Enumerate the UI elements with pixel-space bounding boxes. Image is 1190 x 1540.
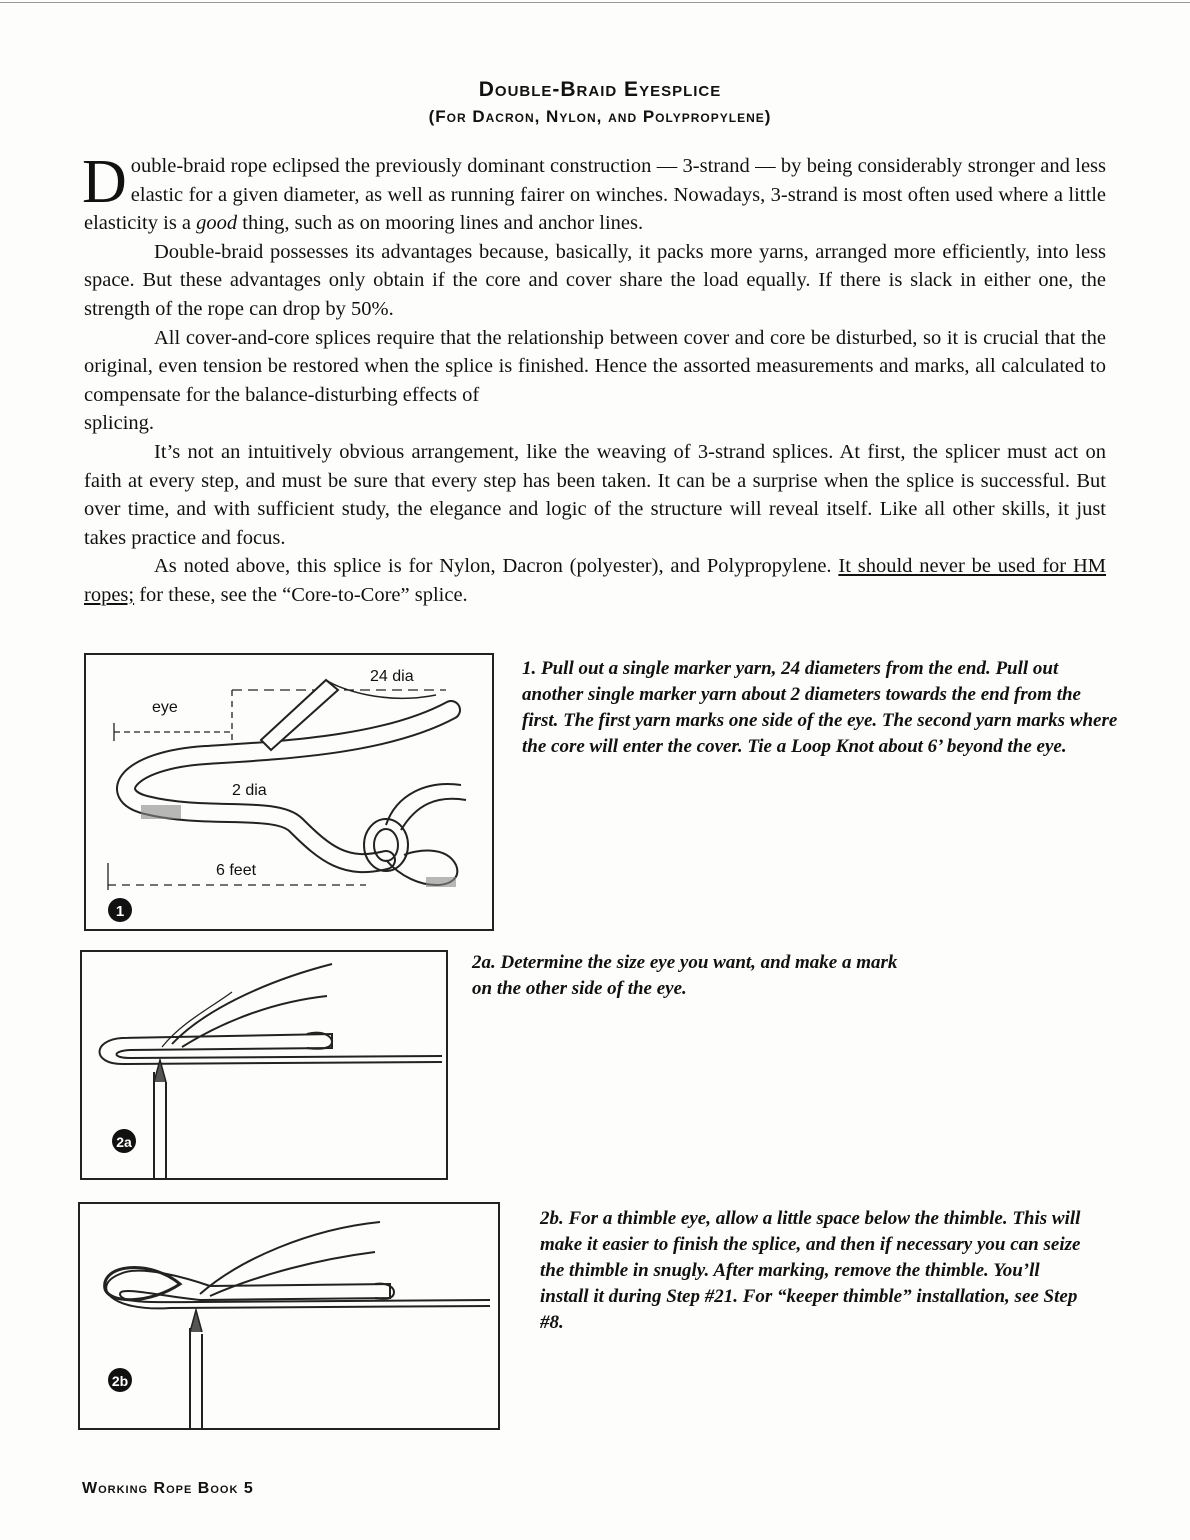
- page-top-rule: [0, 2, 1190, 3]
- step-2b-badge-text: 2b: [111, 1373, 129, 1389]
- label-2-dia: 2 dia: [232, 782, 267, 799]
- paragraph-2: Double-braid possesses its advantages because, basically, it packs more yarns, arranged more efficiently, into less space. But these advantages only obtain if the core and cover share the load equally. If there is slack in either one, the strength of the rope can drop by 50%.: [84, 240, 1106, 320]
- label-6-feet: 6 feet: [216, 862, 257, 879]
- step-1-badge-text: 1: [115, 903, 125, 920]
- figure-1: [84, 653, 494, 931]
- label-eye: eye: [152, 699, 178, 716]
- label-24-dia: 24 dia: [370, 668, 414, 685]
- page-footer: Working Rope Book 5: [82, 1480, 254, 1497]
- caption-step-2a: 2a. Determine the size eye you want, and make a mark on the other side of the eye.: [472, 952, 898, 999]
- paragraph-1: Double-braid rope eclipsed the previously dominant construction — 3-strand — by being considerably stronger and less elastic for a given diameter, as well as running fairer on winches. Nowadays, 3-strand is most often used where a little elasticity is a good thing, such as on mooring lines and anchor lines.: [82, 148, 1106, 235]
- figure-2a-illustration: [82, 952, 446, 1178]
- figure-2b: [78, 1202, 500, 1430]
- intro-text: [82, 148, 1106, 610]
- step-2a-badge-text: 2a: [116, 1134, 132, 1150]
- caption-step-2b: 2b. For a thimble eye, allow a little space below the thimble. This will make it easier to finish the splice, and then if necessary you can seize the thimble in snugly. After marking, remove the thimble. You’ll install it during Step #21. For “keeper thimble” installation, see Step #8.: [540, 1208, 1081, 1333]
- page-subtitle: (For Dacron, Nylon, and Polypropylene): [428, 107, 772, 126]
- paragraph-3: All cover-and-core splices require that the relationship between cover and core be disturbed, so it is crucial that the original, even tension be restored when the splice is finished. Hence the assorted measurements and marks, all calculated to compensate for the balance-disturbing effects of splicing.: [84, 326, 1106, 435]
- page-title: Double-Braid Eyesplice: [478, 78, 722, 101]
- drop-cap: D: [82, 148, 127, 216]
- figure-2a: [80, 950, 448, 1180]
- figure-2b-illustration: [80, 1204, 498, 1428]
- figure-1-illustration: [86, 655, 492, 929]
- paragraph-5: As noted above, this splice is for Nylon, Dacron (polyester), and Polypropylene. It should never be used for HM ropes; for these, see the “Core-to-Core” splice.: [84, 555, 1106, 606]
- paragraph-4: It’s not an intuitively obvious arrangement, like the weaving of 3-strand splices. At first, the splicer must act on faith at every step, and must be sure that every step has been taken. It can be a surprise when the splice is successful. But over time, and with sufficient study, the elegance and logic of the structure will reveal itself. Like all other skills, it just takes practice and focus.: [84, 440, 1106, 549]
- caption-step-1: 1. Pull out a single marker yarn, 24 diameters from the end. Pull out another single marker yarn about 2 diameters towards the end from the first. The first yarn marks one side of the eye. The second yarn marks where the core will enter the cover. Tie a Loop Knot about 6’ beyond the eye.: [522, 658, 1118, 757]
